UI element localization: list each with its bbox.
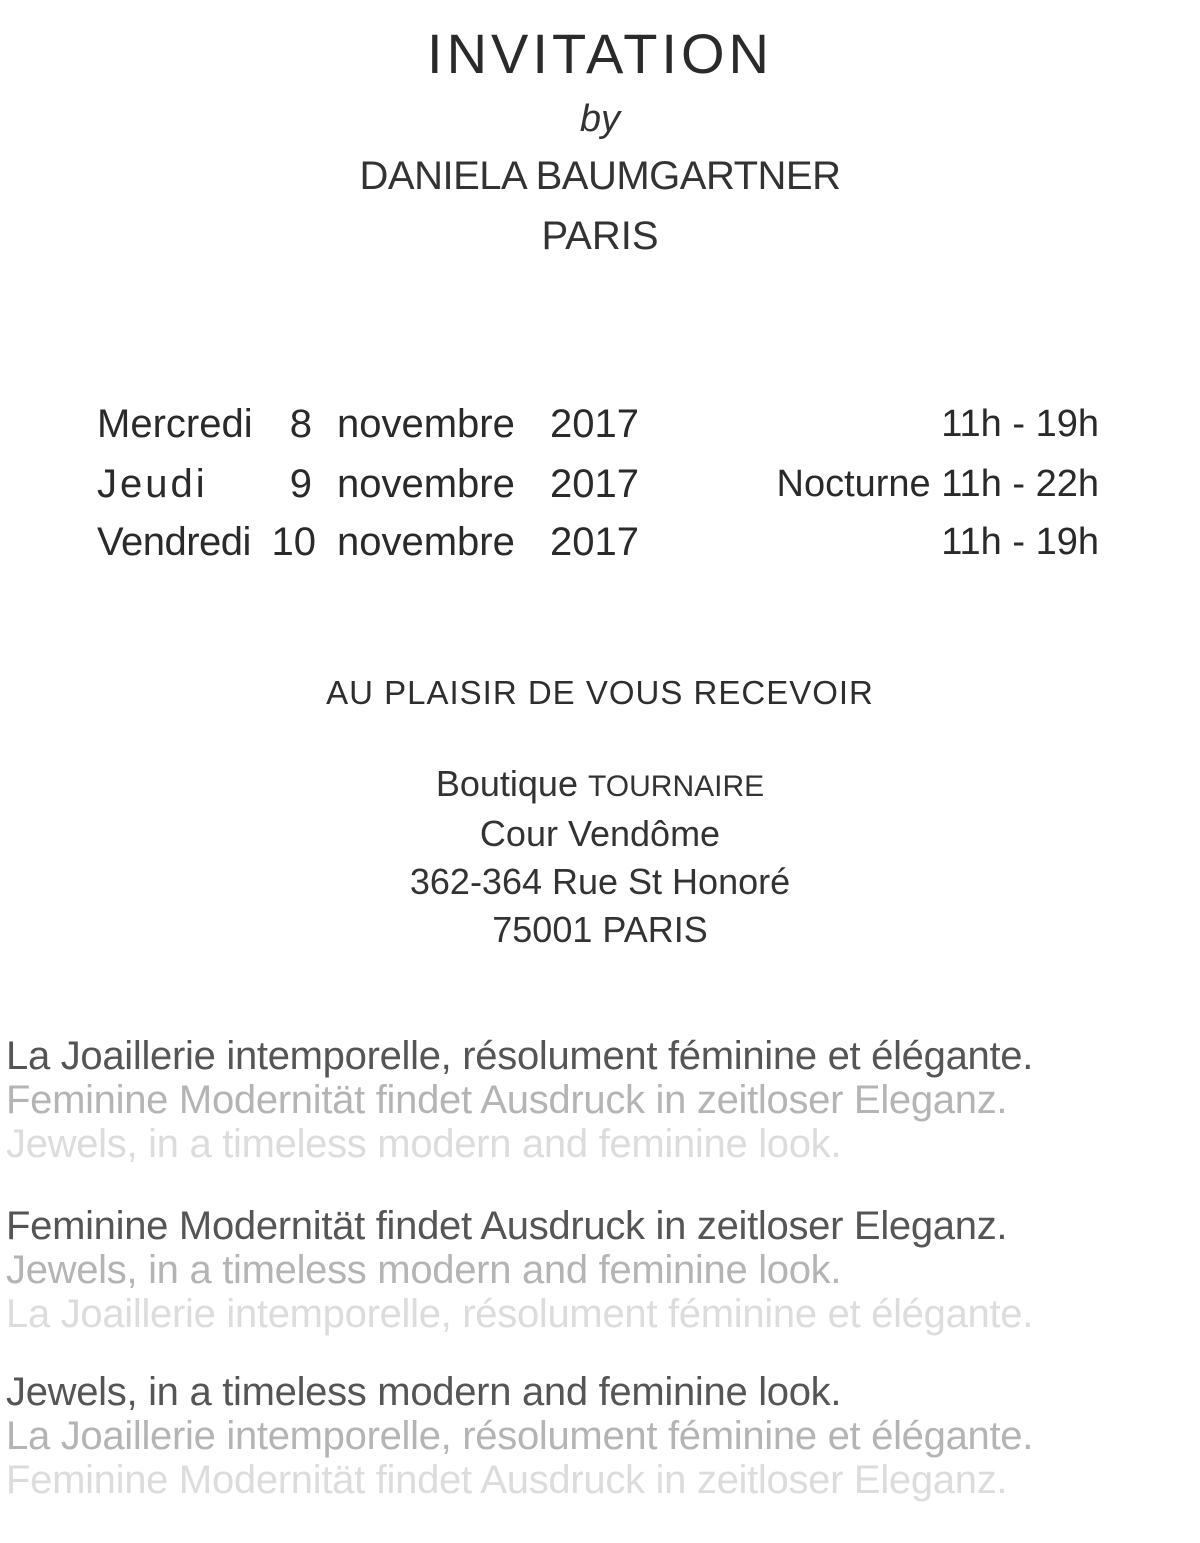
address-line-3: 362-364 Rue St Honoré [409, 861, 791, 902]
schedule-date: 9 [289, 462, 312, 506]
by-line: by [579, 98, 621, 140]
schedule-date: 8 [289, 402, 312, 446]
schedule-hours: Nocturne 11h - 22h [776, 463, 1099, 505]
schedule-year: 2017 [550, 402, 639, 446]
schedule-hours: 11h - 19h [941, 403, 1099, 445]
schedule-day: Jeudi [97, 462, 208, 506]
schedule-day: Vendredi [97, 520, 251, 564]
tagline-en: Jewels, in a timeless modern and feminine look. [6, 1370, 842, 1414]
schedule-day: Mercredi [97, 402, 253, 446]
designer-city: PARIS [541, 214, 659, 258]
schedule-date: 10 [271, 520, 316, 564]
boutique-name: TOURNAIRE [588, 770, 765, 803]
tagline-de: Feminine Modernität findet Ausdruck in zeitloser Eleganz. [6, 1078, 1008, 1122]
schedule-year: 2017 [550, 462, 639, 506]
schedule-month: novembre [337, 402, 515, 446]
boutique-prefix: Boutique [435, 763, 578, 804]
tagline-de: Feminine Modernität findet Ausdruck in zeitloser Eleganz. [6, 1204, 1008, 1248]
page-title: INVITATION [427, 22, 773, 85]
address-line-2: Cour Vendôme [479, 813, 721, 854]
tagline-fr: La Joaillerie intemporelle, résolument féminine et élégante. [6, 1414, 1034, 1458]
schedule-month: novembre [337, 520, 515, 564]
schedule-hours: 11h - 19h [941, 521, 1099, 563]
tagline-fr: La Joaillerie intemporelle, résolument féminine et élégante. [6, 1292, 1034, 1336]
address-boutique [0, 762, 1200, 809]
designer-name: DANIELA BAUMGARTNER [359, 154, 841, 198]
welcome-message: AU PLAISIR DE VOUS RECEVOIR [326, 674, 874, 711]
address-line-4: 75001 PARIS [492, 909, 708, 950]
schedule-year: 2017 [550, 520, 639, 564]
tagline-en: Jewels, in a timeless modern and feminine look. [6, 1248, 842, 1292]
tagline-de: Feminine Modernität findet Ausdruck in zeitloser Eleganz. [6, 1458, 1008, 1502]
schedule-month: novembre [337, 462, 515, 506]
tagline-en: Jewels, in a timeless modern and feminine look. [6, 1122, 842, 1166]
tagline-fr: La Joaillerie intemporelle, résolument féminine et élégante. [6, 1034, 1034, 1078]
